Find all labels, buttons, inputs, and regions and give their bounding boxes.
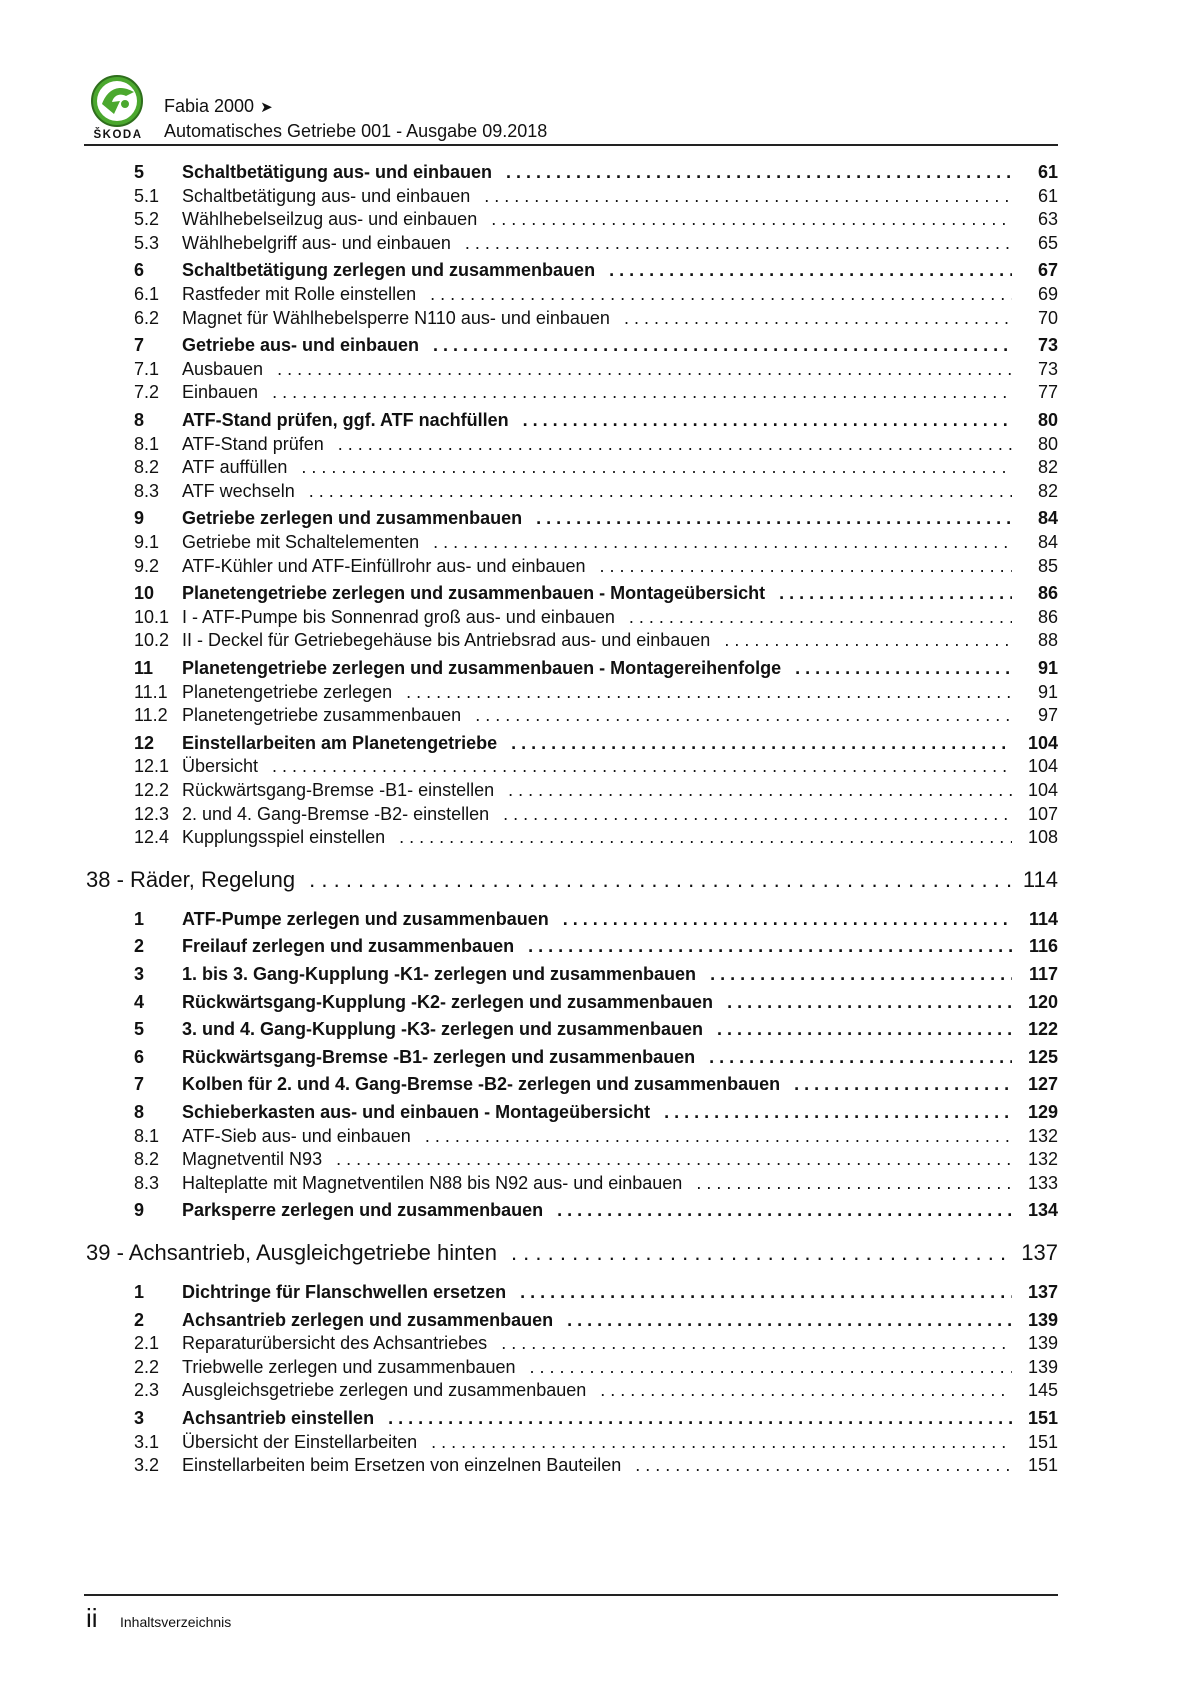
toc-entry[interactable] xyxy=(86,1047,1058,1068)
toc-entry-number: 9 xyxy=(134,508,145,529)
toc-entry-page: 114 xyxy=(1022,866,1058,892)
toc-entry[interactable] xyxy=(86,827,1058,848)
toc-entry-title: Reparaturübersicht des Achsantriebes xyxy=(182,1333,488,1354)
toc-entry-title: Parksperre zerlegen und zusammenbauen xyxy=(182,1200,544,1221)
toc-entry-page: 132 xyxy=(1027,1125,1058,1146)
toc-entry-number: 8 xyxy=(134,410,145,430)
toc-entry-number: 1 xyxy=(134,908,145,929)
toc-entry[interactable] xyxy=(86,658,1058,679)
toc-entry-page: 91 xyxy=(1037,658,1058,678)
toc-entry[interactable] xyxy=(86,556,1058,577)
dot-leader xyxy=(696,1173,1012,1194)
toc-entry-page: 82 xyxy=(1037,480,1058,501)
toc-entry-title: 2. und 4. Gang-Bremse -B2- einstellen xyxy=(182,803,490,824)
dot-leader xyxy=(600,1380,1012,1401)
arrow-right-icon: ➤ xyxy=(260,99,273,116)
toc-entry-number: 9.1 xyxy=(134,532,160,552)
toc-entry-number: 2.2 xyxy=(134,1356,160,1377)
toc-entry-page: 65 xyxy=(1037,232,1058,253)
toc-entry[interactable] xyxy=(86,1333,1058,1354)
toc-entry-title: Planetengetriebe zusammenbauen xyxy=(182,705,462,726)
toc-entry[interactable] xyxy=(86,1173,1058,1194)
toc-entry-page: 80 xyxy=(1037,410,1058,430)
toc-entry[interactable] xyxy=(86,630,1058,651)
toc-entry-title: Wählhebelseilzug aus- und einbauen xyxy=(182,209,478,230)
dot-leader xyxy=(794,1074,1012,1095)
toc-entry[interactable] xyxy=(86,1282,1058,1303)
toc-entry-title: Ausgleichsgetriebe zerlegen und zusammenbauen xyxy=(182,1380,587,1401)
toc-entry[interactable] xyxy=(86,1408,1058,1429)
toc-entry-number: 8.3 xyxy=(134,480,160,501)
toc-entry-page: 97 xyxy=(1037,705,1058,726)
toc-entry[interactable] xyxy=(86,284,1058,305)
toc-entry-page: 133 xyxy=(1027,1172,1058,1193)
toc-entry[interactable] xyxy=(86,359,1058,380)
toc-entry-number: 7.1 xyxy=(134,358,160,379)
toc-entry-title: II - Deckel für Getriebegehäuse bis Antriebsrad aus- und einbauen xyxy=(182,630,711,651)
document-subtitle: Automatisches Getriebe 001 - Ausgabe 09.2018 xyxy=(164,121,548,141)
toc-entry-page: 134 xyxy=(1027,1200,1058,1221)
dot-leader xyxy=(465,233,1012,254)
toc-entry[interactable] xyxy=(86,1074,1058,1095)
dot-leader xyxy=(624,308,1012,329)
dot-leader xyxy=(520,1282,1012,1303)
toc-entry-number: 2.3 xyxy=(134,1380,160,1401)
toc-entry-title: Magnet für Wählhebelsperre N110 aus- und einbauen xyxy=(182,307,610,328)
dot-leader xyxy=(277,359,1012,380)
toc-entry-number: 7.2 xyxy=(134,382,160,403)
toc-entry-number: 8.1 xyxy=(134,1125,160,1146)
toc-entry-title: 3. und 4. Gang-Kupplung -K3- zerlegen und zusammenbauen xyxy=(182,1019,704,1040)
toc-entry-title: Freilauf zerlegen und zusammenbauen xyxy=(182,936,515,957)
toc-entry-title: Triebwelle zerlegen und zusammenbauen xyxy=(182,1356,516,1377)
toc-entry-page: 104 xyxy=(1027,732,1058,753)
dot-leader xyxy=(506,162,1012,183)
toc-entry[interactable] xyxy=(86,964,1058,985)
toc-entry-title: Dichtringe für Flanschwellen ersetzen xyxy=(182,1282,507,1302)
dot-leader xyxy=(511,1240,1011,1266)
dot-leader xyxy=(501,1333,1012,1354)
toc-entry-title: Planetengetriebe zerlegen und zusammenbauen - Montageübersicht xyxy=(182,583,766,604)
dot-leader xyxy=(430,284,1012,305)
toc-entry-number: 3.1 xyxy=(134,1431,160,1452)
toc-entry-page: 137 xyxy=(1027,1282,1058,1302)
toc-entry-number: 12 xyxy=(134,732,155,753)
toc-entry[interactable] xyxy=(86,1149,1058,1170)
toc-entry-number: 12.3 xyxy=(134,803,170,824)
toc-entry-page: 129 xyxy=(1027,1102,1058,1122)
dot-leader xyxy=(557,1200,1012,1221)
dot-leader xyxy=(664,1102,1012,1123)
toc-entry-number: 1 xyxy=(134,1282,145,1302)
toc-entry-number: 2.1 xyxy=(134,1333,160,1354)
toc-entry-number: 8.2 xyxy=(134,1149,160,1170)
toc-entry-number: 8.1 xyxy=(134,433,160,454)
toc-entry-title: Planetengetriebe zerlegen xyxy=(182,681,393,702)
toc-entry-title: Schaltbetätigung aus- und einbauen xyxy=(182,162,493,182)
footer-divider xyxy=(84,1594,1058,1596)
toc-entry-number: 12.2 xyxy=(134,780,170,800)
dot-leader xyxy=(523,410,1012,431)
toc-entry-title: Getriebe zerlegen und zusammenbauen xyxy=(182,508,523,529)
toc-entry[interactable] xyxy=(86,682,1058,703)
toc-entry-title: 1. bis 3. Gang-Kupplung -K1- zerlegen und zusammenbauen xyxy=(182,964,697,984)
toc-entry-page: 107 xyxy=(1027,803,1058,824)
toc-entry[interactable] xyxy=(86,1019,1058,1040)
toc-entry[interactable] xyxy=(86,1126,1058,1147)
toc-entry-page: 132 xyxy=(1027,1149,1058,1170)
toc-entry[interactable] xyxy=(86,583,1058,604)
dot-leader xyxy=(399,827,1012,848)
toc-entry-title: ATF auffüllen xyxy=(182,457,288,478)
dot-leader xyxy=(406,682,1012,703)
toc-entry[interactable] xyxy=(86,186,1058,207)
toc-entry-title: Einbauen xyxy=(182,382,259,403)
toc-entry-page: 69 xyxy=(1037,284,1058,304)
toc-entry-number: 5.2 xyxy=(134,209,160,230)
toc-entry[interactable] xyxy=(86,733,1058,754)
skoda-logo-icon xyxy=(90,74,144,128)
toc-entry-number: 5.1 xyxy=(134,185,160,206)
toc-entry-number: 3 xyxy=(134,1408,145,1428)
dot-leader xyxy=(717,1019,1012,1040)
toc-entry-number: 5 xyxy=(134,162,145,182)
toc-entry[interactable] xyxy=(86,1200,1058,1221)
dot-leader xyxy=(609,260,1012,281)
toc-entry-page: 86 xyxy=(1037,583,1058,604)
toc-entry-page: 86 xyxy=(1037,606,1058,627)
dot-leader xyxy=(567,1310,1012,1331)
toc-entry-title: Getriebe aus- und einbauen xyxy=(182,335,420,356)
toc-entry[interactable] xyxy=(86,1102,1058,1123)
toc-entry-number: 11 xyxy=(134,658,154,678)
toc-entry-number: 6.2 xyxy=(134,307,160,328)
dot-leader xyxy=(431,1432,1012,1453)
dot-leader xyxy=(433,335,1012,356)
toc-entry-title: Schaltbetätigung aus- und einbauen xyxy=(182,185,471,206)
toc-entry[interactable] xyxy=(86,410,1058,431)
toc-entry-title: Rastfeder mit Rolle einstellen xyxy=(182,284,417,304)
toc-entry-number: 10 xyxy=(134,583,155,604)
toc-entry-number: 5.3 xyxy=(134,232,160,253)
dot-leader xyxy=(724,630,1012,651)
toc-entry-page: 84 xyxy=(1037,508,1058,529)
toc-entry-number: 6.1 xyxy=(134,284,160,304)
dot-leader xyxy=(710,964,1012,985)
toc-entry-title: ATF wechseln xyxy=(182,480,295,501)
toc-entry-page: 145 xyxy=(1027,1380,1058,1401)
toc-entry-title: Schaltbetätigung zerlegen und zusammenbauen xyxy=(182,260,596,281)
toc-entry-title: Einstellarbeiten am Planetengetriebe xyxy=(182,732,498,753)
toc-entry-page: 139 xyxy=(1027,1356,1058,1377)
toc-entry-number: 10.1 xyxy=(134,606,170,627)
dot-leader xyxy=(388,1408,1012,1429)
toc-entry-page: 73 xyxy=(1037,358,1058,379)
toc-entry-title: ATF-Sieb aus- und einbauen xyxy=(182,1125,411,1146)
toc-entry[interactable] xyxy=(86,382,1058,403)
page-header xyxy=(86,70,1056,146)
dot-leader xyxy=(425,1126,1012,1147)
dot-leader xyxy=(536,508,1012,529)
toc-entry-number: 8 xyxy=(134,1102,145,1122)
toc-entry-page: 63 xyxy=(1037,209,1058,230)
toc-entry-title: 38 - Räder, Regelung xyxy=(86,866,296,892)
toc-entry-page: 82 xyxy=(1037,457,1058,478)
toc-entry-title: ATF-Stand prüfen, ggf. ATF nachfüllen xyxy=(182,410,509,430)
toc-entry-title: Planetengetriebe zerlegen und zusammenbauen - Montagereihenfolge xyxy=(182,658,782,678)
toc-entry-title: Getriebe mit Schaltelementen xyxy=(182,532,420,552)
dot-leader xyxy=(336,1149,1012,1170)
toc-entry-page: 61 xyxy=(1037,162,1058,182)
toc-entry-number: 6 xyxy=(134,1046,145,1067)
toc-entry-page: 104 xyxy=(1027,756,1058,777)
toc-entry-title: Achsantrieb zerlegen und zusammenbauen xyxy=(182,1309,554,1330)
toc-entry-number: 9 xyxy=(134,1200,145,1221)
toc-entry[interactable] xyxy=(86,992,1058,1013)
toc-entry-page: 116 xyxy=(1028,936,1058,957)
footer-title: Inhaltsverzeichnis xyxy=(120,1614,232,1630)
dot-leader xyxy=(709,1047,1012,1068)
dot-leader xyxy=(779,583,1012,604)
toc-entry[interactable] xyxy=(86,1357,1058,1378)
toc-entry-number: 7 xyxy=(134,1074,145,1095)
dot-leader xyxy=(563,909,1012,930)
toc-section[interactable] xyxy=(86,1240,1058,1266)
toc-entry-title: ATF-Pumpe zerlegen und zusammenbauen xyxy=(182,908,549,929)
toc-entry-title: Rückwärtsgang-Bremse -B1- zerlegen und zusammenbauen xyxy=(182,1046,696,1067)
toc-entry-title: I - ATF-Pumpe bis Sonnenrad groß aus- und einbauen xyxy=(182,606,615,627)
toc-entry-title: Schieberkasten aus- und einbauen - Montageübersicht xyxy=(182,1102,651,1122)
toc-entry-page: 91 xyxy=(1037,681,1058,702)
toc-entry-title: Ausbauen xyxy=(182,358,264,379)
toc-entry-page: 67 xyxy=(1037,260,1058,281)
toc-entry-page: 85 xyxy=(1037,555,1058,576)
dot-leader xyxy=(508,780,1012,801)
toc-entry-title: Rückwärtsgang-Kupplung -K2- zerlegen und zusammenbauen xyxy=(182,991,714,1012)
toc-entry-number: 5 xyxy=(134,1019,145,1040)
toc-entry-number: 6 xyxy=(134,260,145,281)
toc-entry[interactable] xyxy=(86,705,1058,726)
toc-entry-number: 10.2 xyxy=(134,630,170,651)
toc-entry[interactable] xyxy=(86,308,1058,329)
toc-entry-number: 2 xyxy=(134,936,145,957)
toc-entry-number: 8.2 xyxy=(134,457,160,478)
toc-entry[interactable] xyxy=(86,457,1058,478)
toc-entry-title: Einstellarbeiten beim Ersetzen von einzelnen Bauteilen xyxy=(182,1455,622,1476)
toc-entry[interactable] xyxy=(86,780,1058,801)
dot-leader xyxy=(511,733,1012,754)
toc-entry[interactable] xyxy=(86,756,1058,777)
toc-entry-title: Halteplatte mit Magnetventilen N88 bis N92 aus- und einbauen xyxy=(182,1172,683,1193)
toc-entry[interactable] xyxy=(86,1432,1058,1453)
dot-leader xyxy=(530,1357,1012,1378)
toc-entry-page: 88 xyxy=(1037,630,1058,651)
toc-entry[interactable] xyxy=(86,607,1058,628)
title-text: Fabia 2000 xyxy=(164,96,255,116)
dot-leader xyxy=(309,867,1012,893)
toc-entry-number: 11.1 xyxy=(134,681,168,702)
dot-leader xyxy=(338,434,1012,455)
toc-entry-title: Wählhebelgriff aus- und einbauen xyxy=(182,232,451,253)
toc-entry-page: 114 xyxy=(1028,908,1058,929)
toc-entry-page: 84 xyxy=(1037,532,1058,552)
toc-entry[interactable] xyxy=(86,434,1058,455)
toc-entry-page: 80 xyxy=(1037,433,1058,454)
toc-entry-number: 12.4 xyxy=(134,827,170,848)
toc-entry-number: 12.1 xyxy=(134,756,170,777)
document-title xyxy=(164,96,273,117)
toc-entry-number: 7 xyxy=(134,335,145,356)
toc-entry-page: 127 xyxy=(1027,1074,1058,1095)
dot-leader xyxy=(309,481,1012,502)
toc-entry-number: 4 xyxy=(134,991,145,1012)
dot-leader xyxy=(635,1455,1012,1476)
toc-entry-number: 2 xyxy=(134,1309,145,1330)
toc-entry-page: 77 xyxy=(1037,382,1058,403)
toc-entry[interactable] xyxy=(86,508,1058,529)
toc-entry[interactable] xyxy=(86,909,1058,930)
toc-entry[interactable] xyxy=(86,162,1058,183)
dot-leader xyxy=(727,992,1012,1013)
toc-entry-page: 151 xyxy=(1027,1431,1058,1452)
toc-entry-page: 139 xyxy=(1027,1333,1058,1354)
dot-leader xyxy=(484,186,1012,207)
dot-leader xyxy=(629,607,1012,628)
toc-entry-page: 73 xyxy=(1037,335,1058,356)
toc-entry-title: Übersicht der Einstellarbeiten xyxy=(182,1431,418,1452)
dot-leader xyxy=(475,705,1012,726)
toc-entry[interactable] xyxy=(86,532,1058,553)
toc-entry-title: Rückwärtsgang-Bremse -B1- einstellen xyxy=(182,780,495,800)
dot-leader xyxy=(503,804,1012,825)
footer-page-number: ii xyxy=(86,1603,98,1633)
dot-leader xyxy=(528,936,1012,957)
toc-entry-title: Übersicht xyxy=(182,756,259,777)
toc-entry-page: 117 xyxy=(1028,964,1058,984)
toc-entry[interactable] xyxy=(86,1380,1058,1401)
toc-entry[interactable] xyxy=(86,1310,1058,1331)
toc-entry-page: 122 xyxy=(1027,1019,1058,1040)
dot-leader xyxy=(795,658,1012,679)
toc-section[interactable] xyxy=(86,867,1058,893)
toc-entry-page: 61 xyxy=(1037,185,1058,206)
toc-entry-page: 104 xyxy=(1027,780,1058,800)
toc-entry[interactable] xyxy=(86,481,1058,502)
toc-entry-page: 120 xyxy=(1027,991,1058,1012)
toc-entry-page: 70 xyxy=(1037,307,1058,328)
toc-entry-title: Magnetventil N93 xyxy=(182,1149,323,1170)
toc-entry[interactable] xyxy=(86,209,1058,230)
toc-entry-page: 125 xyxy=(1027,1046,1058,1067)
toc-entry-title: ATF-Kühler und ATF-Einfüllrohr aus- und einbauen xyxy=(182,555,586,576)
toc-entry-number: 3.2 xyxy=(134,1455,160,1476)
toc-entry-title: Kupplungsspiel einstellen xyxy=(182,827,386,848)
toc-entry-page: 151 xyxy=(1027,1455,1058,1476)
brand-name: ŠKODA xyxy=(93,129,143,141)
dot-leader xyxy=(600,556,1012,577)
toc-entry[interactable] xyxy=(86,233,1058,254)
toc-entry-title: Kolben für 2. und 4. Gang-Bremse -B2- zerlegen und zusammenbauen xyxy=(182,1074,781,1095)
toc-entry[interactable] xyxy=(86,936,1058,957)
toc-entry-title: Achsantrieb einstellen xyxy=(182,1408,375,1428)
toc-entry[interactable] xyxy=(86,260,1058,281)
dot-leader xyxy=(491,209,1012,230)
toc-entry-page: 108 xyxy=(1027,827,1058,848)
toc-entry-title: ATF-Stand prüfen xyxy=(182,433,324,454)
dot-leader xyxy=(433,532,1012,553)
toc-entry-number: 11.2 xyxy=(134,705,168,726)
toc-entry-number: 3 xyxy=(134,964,145,984)
toc-entry-title: 39 - Achsantrieb, Ausgleichgetriebe hinten xyxy=(86,1240,497,1265)
toc-entry-page: 151 xyxy=(1027,1408,1058,1428)
header-divider xyxy=(84,144,1058,146)
dot-leader xyxy=(272,756,1012,777)
toc-entry-number: 8.3 xyxy=(134,1172,160,1193)
toc-entry-page: 137 xyxy=(1021,1240,1058,1265)
dot-leader xyxy=(301,457,1012,478)
toc-entry[interactable] xyxy=(86,335,1058,356)
toc-entry-number: 9.2 xyxy=(134,555,160,576)
toc-entry[interactable] xyxy=(86,1455,1058,1476)
toc-entry[interactable] xyxy=(86,804,1058,825)
dot-leader xyxy=(272,382,1012,403)
toc-entry-page: 139 xyxy=(1027,1309,1058,1330)
